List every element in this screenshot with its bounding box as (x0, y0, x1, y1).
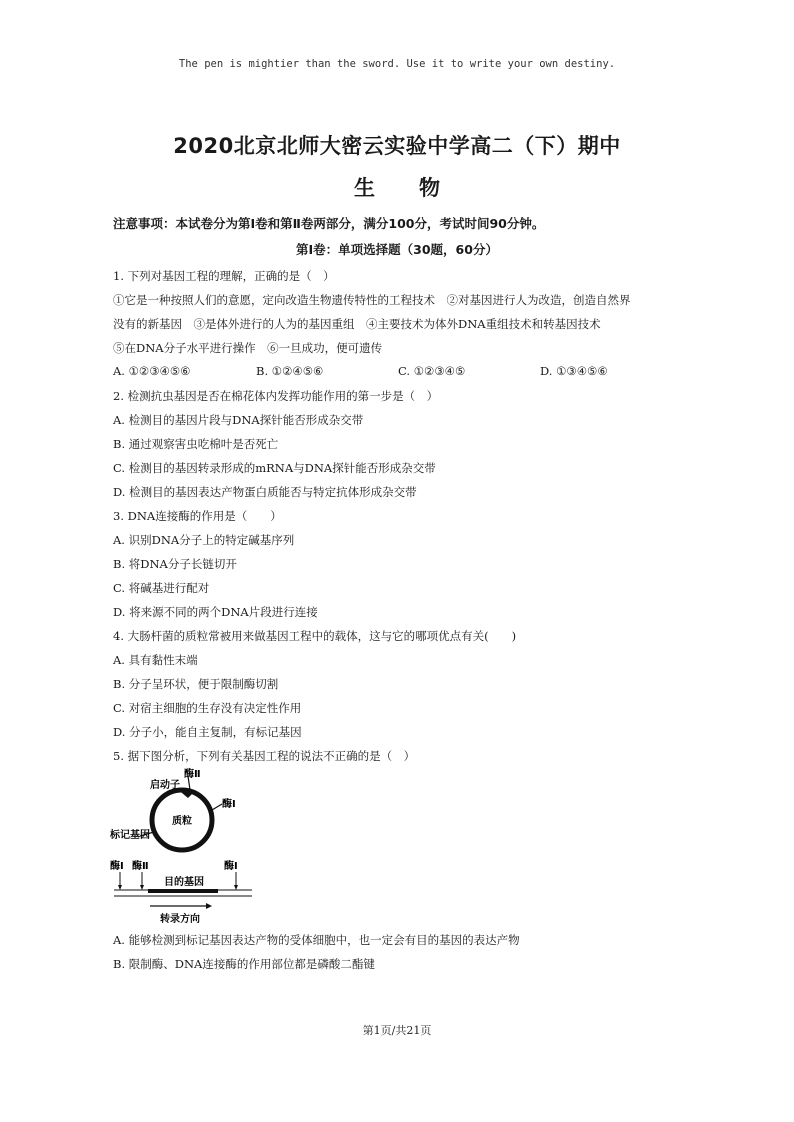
question-2-stem: 2. 检测抗虫基因是否在棉花体内发挥功能作用的第一步是（ ） (113, 389, 439, 403)
question-1-options (113, 364, 693, 380)
promoter-label: 启动子 (150, 780, 180, 791)
marker-gene-label: 标记基因 (110, 830, 150, 841)
question-3-option-b: B. 将DNA分子长链切开 (113, 557, 237, 571)
subject-char-1: 生 (354, 176, 375, 200)
target-gene-label: 目的基因 (164, 877, 204, 888)
enzyme-ii-left-label: 酶Ⅱ (132, 861, 149, 872)
question-5-option-b: B. 限制酶、DNA连接酶的作用部位都是磷酸二酯键 (113, 957, 375, 971)
enzyme-ii-top-label: 酶Ⅱ (184, 769, 201, 780)
enzyme-i-left-label: 酶Ⅰ (110, 861, 124, 872)
question-1-item-line: 没有的新基因 ③是体外进行的人为的基因重组 ④主要技术为体外DNA重组技术和转基因技术 (113, 317, 601, 331)
question-1-item-line: ①它是一种按照人们的意愿，定向改造生物遗传特性的工程技术 ②对基因进行人为改造，创造自然界 (113, 293, 631, 307)
target-gene-bar (148, 889, 218, 893)
enzyme-i-pointer (212, 804, 222, 810)
header-quote: The pen is mightier than the sword. Use it to write your own destiny. (178, 58, 616, 70)
page-footer: 第1页/共21页 (362, 1024, 432, 1037)
question-3-option-a: A. 识别DNA分子上的特定碱基序列 (113, 533, 295, 547)
notice: 注意事项：本试卷分为第Ⅰ卷和第Ⅱ卷两部分，满分100分，考试时间90分钟。 (113, 216, 545, 231)
option-a: A. ①②③④⑤⑥ (113, 364, 191, 378)
question-4-stem: 4. 大肠杆菌的质粒常被用来做基因工程中的载体，这与它的哪项优点有关( ) (113, 629, 517, 643)
subject-title (0, 172, 794, 202)
question-2-option-b: B. 通过观察害虫吃棉叶是否死亡 (113, 437, 279, 451)
question-4-option-a: A. 具有黏性末端 (113, 653, 198, 667)
question-3-option-c: C. 将碱基进行配对 (113, 581, 210, 595)
question-4-option-b: B. 分子呈环状，便于限制酶切割 (113, 677, 279, 691)
page-title: 2020北京北师大密云实验中学高二（下）期中 (173, 134, 621, 158)
cut-arrow-icon (118, 885, 122, 890)
question-5-stem: 5. 据下图分析，下列有关基因工程的说法不正确的是（ ） (113, 749, 416, 763)
option-c: C. ①②③④⑤ (398, 364, 466, 378)
cut-arrow-icon (234, 885, 238, 890)
question-1-stem: 1. 下列对基因工程的理解，正确的是（ ） (113, 269, 335, 283)
question-4-option-d: D. 分子小，能自主复制，有标记基因 (113, 725, 302, 739)
plasmid-label: 质粒 (172, 816, 192, 827)
option-b: B. ①②④⑤⑥ (256, 364, 324, 378)
transcription-arrow-icon (206, 903, 212, 909)
question-1-item-line: ⑤在DNA分子水平进行操作 ⑥一旦成功，便可遗传 (113, 341, 383, 355)
option-d: D. ①③④⑤⑥ (540, 364, 608, 378)
question-2-option-c: C. 检测目的基因转录形成的mRNA与DNA探针能否形成杂交带 (113, 461, 436, 475)
question-3-stem: 3. DNA连接酶的作用是（ ） (113, 509, 282, 523)
subject-char-2: 物 (419, 176, 440, 200)
plasmid-diagram (110, 766, 260, 926)
question-4-option-c: C. 对宿主细胞的生存没有决定性作用 (113, 701, 302, 715)
section-title: 第Ⅰ卷：单项选择题（30题，60分） (296, 242, 498, 257)
question-2-option-d: D. 检测目的基因表达产物蛋白质能否与特定抗体形成杂交带 (113, 485, 417, 499)
question-5-option-a: A. 能够检测到标记基因表达产物的受体细胞中，也一定会有目的基因的表达产物 (113, 933, 520, 947)
enzyme-i-right-label: 酶Ⅰ (222, 799, 236, 810)
question-2-option-a: A. 检测目的基因片段与DNA探针能否形成杂交带 (113, 413, 364, 427)
cut-arrow-icon (140, 885, 144, 890)
question-3-option-d: D. 将来源不同的两个DNA片段进行连接 (113, 605, 318, 619)
transcription-label: 转录方向 (160, 914, 200, 925)
enzyme-i-end-label: 酶Ⅰ (224, 861, 238, 872)
